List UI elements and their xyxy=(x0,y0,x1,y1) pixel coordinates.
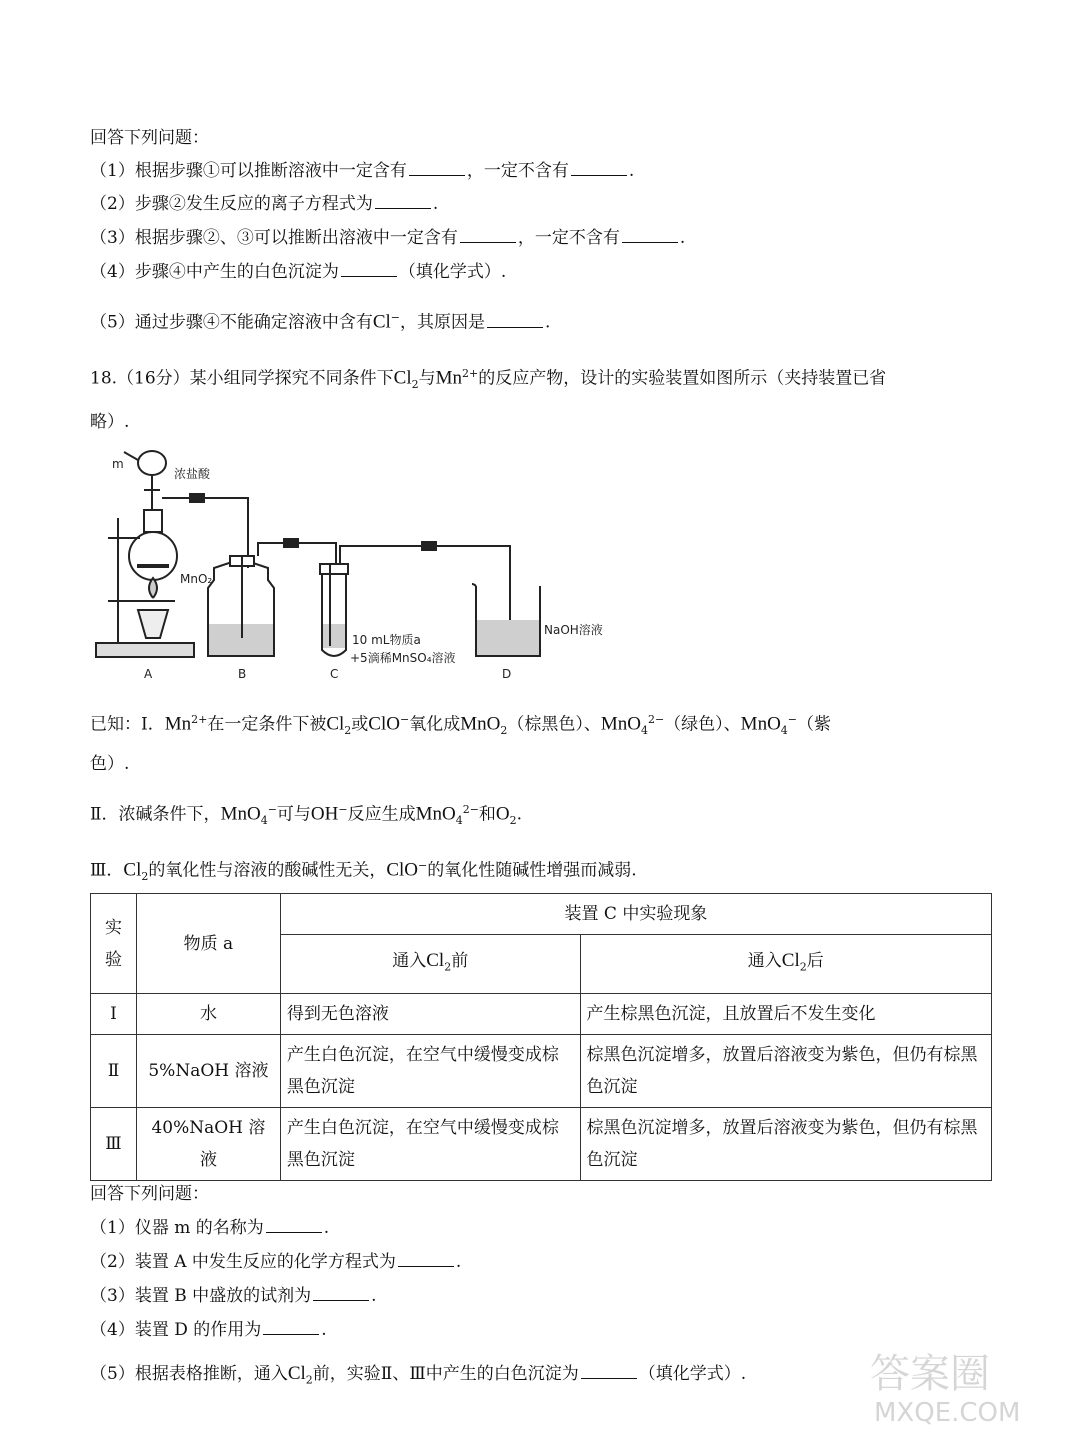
svg-text:答案圈: 答案圈 xyxy=(870,1351,990,1397)
known-1: 已知：Ⅰ．$Mn^{2+}$在一定条件下被$Cl_2$或ClO−氧化成MnO$_2$（棕黑色）、MnO$_4^{2-}$（绿色）、MnO$_4$−（紫 xyxy=(90,713,832,738)
q18-intro-cont: 略）. xyxy=(90,412,130,432)
funnel xyxy=(138,451,166,475)
part2-question-2: （2）装置 A 中发生反应的化学方程式为 . xyxy=(90,1252,462,1272)
label-naoh: NaOH溶液 xyxy=(544,623,603,637)
stand-base xyxy=(96,643,194,657)
part1-question-4: （4）步骤④中产生的白色沉淀为 （填化学式）. xyxy=(90,262,507,282)
answer-blank[interactable] xyxy=(266,1216,322,1233)
answer-blank[interactable] xyxy=(263,1318,319,1335)
label-b: B xyxy=(238,667,247,681)
header-before: 通入$Cl_2$前 xyxy=(280,935,580,994)
label-c: C xyxy=(330,667,339,681)
known-2: Ⅱ．浓碱条件下，MnO$_4$−可与OH−反应生成MnO$_4^{2-}$和$O_2$. xyxy=(90,803,523,828)
part2-question-1: （1）仪器 m 的名称为 . xyxy=(90,1218,330,1238)
known-1-cont: 色）. xyxy=(90,754,130,774)
known-3: Ⅲ．$Cl_2$的氧化性与溶液的酸碱性无关，ClO−的氧化性随碱性增强而减弱. xyxy=(90,859,637,884)
header-phenomenon: 装置 C 中实验现象 xyxy=(280,894,991,935)
header-experiment: 实验 xyxy=(91,894,137,994)
answer-blank[interactable] xyxy=(571,159,627,176)
answer-blank[interactable] xyxy=(341,260,397,277)
answer-blank[interactable] xyxy=(313,1284,369,1301)
part1-question-1: （1）根据步骤①可以推断溶液中一定含有 ，一定不含有 . xyxy=(90,161,635,181)
q18-intro: 18.（16分）某小组同学探究不同条件下$Cl_2$与$Mn^{2+}$的反应产物，设计的实验装置如图所示（夹持装置已省 xyxy=(90,367,887,392)
table-row: Ⅰ 水 得到无色溶液 产生棕黑色沉淀，且放置后不发生变化 xyxy=(91,994,992,1035)
label-c-line2: +5滴稀MnSO₄溶液 xyxy=(350,651,456,665)
answer-blank[interactable] xyxy=(581,1362,637,1379)
answer-blank[interactable] xyxy=(460,226,516,243)
part1-question-3: （3）根据步骤②、③可以推断出溶液中一定含有 ，一定不含有 . xyxy=(90,228,686,248)
answer-blank[interactable] xyxy=(622,226,678,243)
label-m: m xyxy=(112,457,124,471)
header-after: 通入$Cl_2$后 xyxy=(580,935,991,994)
part1-question-5: （5）通过步骤④不能确定溶液中含有Cl−，其原因是 . xyxy=(90,311,551,333)
watermark-logo xyxy=(860,1339,1060,1429)
answer-blank[interactable] xyxy=(409,159,465,176)
answer-blank[interactable] xyxy=(375,192,431,209)
part2-question-4: （4）装置 D 的作用为 . xyxy=(90,1320,327,1340)
part2-question-5: （5）根据表格推断，通入$Cl_2$前，实验Ⅱ、Ⅲ中产生的白色沉淀为 （填化学式）. xyxy=(90,1363,747,1387)
label-c-line1: 10 mL物质a xyxy=(352,633,421,647)
table-row: Ⅱ 5%NaOH 溶液 产生白色沉淀，在空气中缓慢变成棕黑色沉淀 棕黑色沉淀增多，放置后溶液变为紫色，但仍有棕黑色沉淀 xyxy=(91,1035,992,1108)
answer-blank[interactable] xyxy=(398,1250,454,1267)
label-mno2: MnO₂ xyxy=(180,572,213,586)
answer-blank[interactable] xyxy=(487,311,543,328)
label-acid: 浓盐酸 xyxy=(174,467,211,481)
part2-heading: 回答下列问题： xyxy=(90,1184,209,1204)
part1-question-2: （2）步骤②发生反应的离子方程式为 . xyxy=(90,194,439,214)
apparatus-diagram xyxy=(90,438,630,688)
burner xyxy=(138,610,168,638)
part1-heading: 回答下列问题： xyxy=(90,128,209,148)
label-a: A xyxy=(144,667,153,681)
label-d: D xyxy=(502,667,512,681)
round-flask xyxy=(129,532,177,580)
svg-text:MXQE.COM: MXQE.COM xyxy=(874,1398,1021,1428)
header-substance: 物质 a xyxy=(136,894,280,994)
part2-question-3: （3）装置 B 中盛放的试剂为 . xyxy=(90,1286,377,1306)
experiment-table xyxy=(90,893,992,1181)
table-row: Ⅲ 40%NaOH 溶液 产生白色沉淀，在空气中缓慢变成棕黑色沉淀 棕黑色沉淀增多，放置后溶液变为紫色，但仍有棕黑色沉淀 xyxy=(91,1108,992,1181)
